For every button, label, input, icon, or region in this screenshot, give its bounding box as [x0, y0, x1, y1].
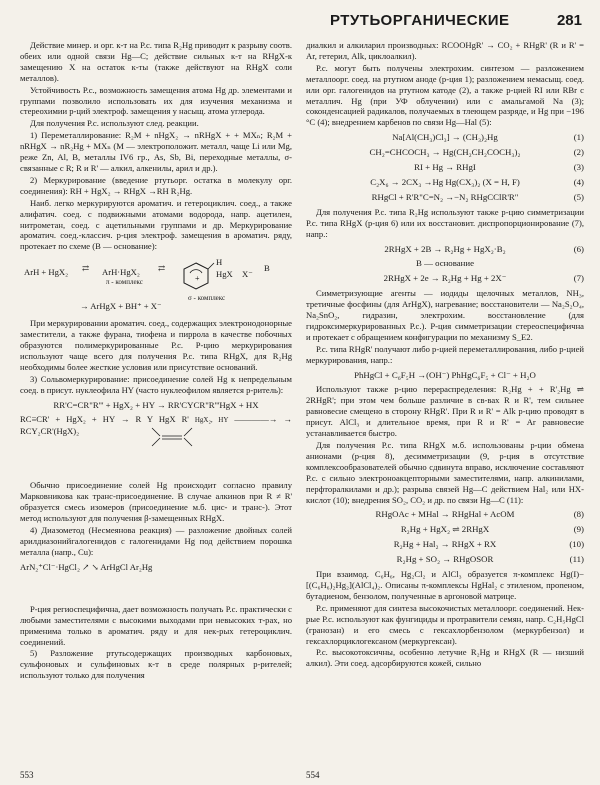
alkene-bond	[148, 424, 198, 450]
equation-text: R₂Hg + Hal₂ → RHgX + RX	[393, 539, 497, 550]
equation-2	[306, 147, 584, 158]
footer-right-page: 554	[306, 770, 320, 780]
equation-number: (4)	[573, 176, 584, 187]
arrow-reagent: HgX₂, HY	[194, 416, 229, 425]
equation-6-note: B — основание	[416, 258, 474, 269]
right-column	[306, 40, 584, 670]
equation-11	[306, 554, 584, 565]
substituent-r: R	[135, 414, 142, 425]
equation-5	[306, 192, 584, 203]
equation-number: (1)	[573, 132, 584, 143]
branch-arrow-bottom: ↘	[91, 561, 99, 572]
equation-8	[306, 509, 584, 520]
reaction-arrow: ————→	[234, 414, 278, 425]
page-number: 281	[556, 12, 582, 29]
branch-arrow-top: ↗	[82, 561, 90, 572]
paragraph: При взаимод. C₆H₆, Hg₂Cl₂ и AlCl₃ образуется π-комплекс Hg(I)−[(C₆H₆)₂Hg₂](AlCl₄)₂. Описаны π-комплексы HgHal₂ с этиленом, пропеном, бутадиеном, бензолом, полученные в аргоновой матрице.	[306, 569, 584, 601]
substituent-r-prime: R'	[181, 414, 189, 425]
paragraph: 4) Диазометод (Несмеянова реакция) — разложение двойных солей арилдиазонийгалогенидов с галогенидами Hg под действием порошка металла (напр., Cu):	[20, 525, 292, 557]
equation-number: (7)	[573, 273, 584, 284]
svg-text:+: +	[195, 274, 200, 284]
pi-complex-label: π - комплекс	[106, 278, 143, 287]
scheme-reactants: ArH + HgX₂	[24, 267, 69, 278]
alkyne-reactants: RC≡CR' + HgX₂ + HY →	[20, 414, 130, 425]
equation-number: (5)	[573, 191, 584, 202]
footer-left-page: 553	[20, 770, 34, 780]
equation-text: RI + Hg → RHgI	[414, 162, 476, 173]
paragraph: Р-ция региоспецифична, дает возможность получать Р.с. практически с любыми заместителями с высокими выходами при невысоких т-рах, но применима только в ароматич. ряду и для нек-рых гетероциклич. соединений.	[20, 603, 292, 647]
equation-6	[306, 244, 584, 255]
paragraph: 1) Переметаллирование: R₂M + nHgX₂ → nRHgX + + MXₙ; R₂M + nRHgX → nR₂Hg + MXₙ (M — электроположит. металл, чаще Li или Mg, реже Zn, Al, B, металлы IV6 гр., As, Sb, Bi, переходные металлы, σ-связанные с R; R и R' — алкил, алкенилы, арил и др.).	[20, 130, 292, 173]
equation-3	[306, 162, 584, 173]
pi-complex-formula: ArH·HgX₂	[102, 267, 140, 278]
sigma-complex-label: σ - комплекс	[188, 294, 226, 303]
paragraph: Р.с. типа RHgR' получают либо р-цией переметаллирования, либо р-цией меркурирования, напр.:	[306, 343, 584, 365]
paragraph: Р.с. высокотоксичны, особенно летучие R₂Hg и RHgX (R — низший алкил). Эти соед. адсорбируются кожей, сильно	[306, 647, 584, 669]
paragraph: 2) Меркурирование (введение ртутьорг. остатка в молекулу орг. соединения): RH + HgX₂ → RHgX →RH R₂Hg.	[20, 174, 292, 196]
equation-9	[306, 524, 584, 535]
paragraph: Наиб. легко меркурируются ароматич. и гетероциклич. соед., а также алифатич. соед. с подвижными атомами водорода, напр. ацетилен, нитрометан, соед. с ацетильными группами и др. Меркурирование ароматич. соед.-классич. р-ция электроф. замещения в ароматич. ряду, протекает по схеме (B — основание):	[20, 197, 292, 252]
paragraph: Используют также р-цию перераспределения: R₂Hg + + R'₂Hg ⇌ 2RHgR'; при этом чем больше различие в св-вах R и R', тем сильнее равновесие смещено в сторону RHgR'. При R и R' = Alk р-цию проводят в присут. AlCl₃ и длительное время, при R и R' = Ar равновесие устанавливается быстро.	[306, 384, 584, 439]
paragraph: диалкил и алкиларил производных: RCOOHgR' → CO₂ + RHgR' (R и R' = Ar, гетерил, Alk, циклоалкил).	[306, 40, 584, 61]
equation-text: R₂Hg + HgX₂ ⇌ 2RHgX	[400, 524, 490, 535]
alkyne-product: → RCY₂CR'(HgX)₂	[20, 414, 292, 437]
alkyne-scheme	[20, 414, 292, 476]
equation-text: CH₂=CHCOCH₃ → Hg(CH₂CH₂COCH₃)₂	[369, 147, 521, 158]
equation-number: (6)	[573, 243, 584, 254]
equation-7	[306, 273, 584, 284]
sigma-anion: X⁻	[242, 269, 253, 280]
paragraph: Р.с. могут быть получены электрохим. синтезом — разложением металлоорг. соед. на ртутном аноде (р-ция 1); разложением немасыщ. соед. или орг. галогенидов на ртутном катоде (2), а также р-цией RI или RBr с металлич. Hg (при УФ облучении) или с амальгамой Na (3); соконденсацией радикалов, получаемых в тлеющем разряде, и Hg при −196 °C (4); внедрением карбенов по связи Hg—Hal (5):	[306, 62, 584, 128]
sigma-h: H	[216, 257, 223, 268]
equation-number: (11)	[569, 554, 584, 565]
diazo-product-top: ArHgCl	[100, 561, 129, 572]
paragraph: Симметризующие агенты — иодиды щелочных металлов, NH₃, третичные фосфины (для ArHgX), нагревание; восстановители — Na₂S₂O₄, Na₂SnO₂, гидразин, электрохим. восстановление (для гидроксимеркурированных Р.с.). Р-ция симметризации стереоспецифична и протекает с обращением конфигурации по механизму S_E2.	[306, 288, 584, 342]
equation-text: 2RHgX + 2B → R₂Hg + HgX₂·B₂	[384, 243, 506, 254]
sigma-hgx: HgX	[216, 269, 233, 280]
equilibrium-arrow: ⇄	[158, 263, 166, 274]
paragraph: 3) Сольвомеркурирование: присоединение солей Hg к непредельным соед. в присут. нуклеофила HY (часто нуклеофилом является р-ритель):	[20, 373, 292, 395]
paragraph: Для получения Р.с. типа R₂Hg используют также р-цию симметризации Р.с. типа RHgX (р-ция 6) или их восстановит. диспропорционирование (7), напр.:	[306, 206, 584, 239]
substituent-hgx: HgX	[158, 414, 176, 425]
equation-text: R₂Hg + SO₂ → RHgOSOR	[396, 554, 494, 565]
equation-text: RHgOAc + MHal → RHgHal + AcOM	[375, 509, 515, 520]
equation-text: RHgCl + R'R"C=N₂ →−N₂ RHgCClR'R"	[371, 191, 519, 202]
running-title: РТУТЬОРГАНИЧЕСКИЕ	[330, 12, 510, 29]
scheme-products: → ArHgX + BH⁺ + X⁻	[80, 301, 162, 312]
diazo-reactant: ArN₂⁺Cl⁻·HgCl₂	[20, 561, 80, 572]
substituent-y: Y	[146, 414, 153, 425]
equation-text: 2RHgX + 2e → R₂Hg + Hg + 2X⁻	[383, 273, 507, 284]
left-column	[20, 40, 292, 682]
paragraph: Для получения Р.с. используют след. реакции.	[30, 118, 199, 129]
diazo-scheme	[20, 562, 292, 600]
equation-number: (2)	[573, 147, 584, 158]
equation-number: (9)	[573, 524, 584, 535]
paragraph: 5) Разложение ртутьсодержащих производных карбоновых, сульфоновых и сульфиновых к-т в среде полярных р-рителей; используют только для получения	[20, 648, 292, 681]
equation-transmetal: PhHgCl + C₆F₅H →(OH⁻) PhHgC₆F₅ + Cl⁻ + H₂O	[354, 369, 536, 380]
mercuration-scheme	[20, 257, 292, 313]
paragraph: Обычно присоединение солей Hg происходит согласно правилу Марковникова как транс-присоединение. В случае алкинов при R ≠ R' образуется смесь изомеров (присоединение м.б. цис- и транс-). Этот метод используют для получения β-замещенных RHgX.	[20, 480, 292, 524]
paragraph: Действие минер. и орг. к-т на Р.с. типа R₂Hg приводит к разрыву соотв. обеих или одной связи Hg—C; действие сильных к-т на RHgX-к замещению X на остаток к-ты (также действуют на RHgX соли металлов).	[20, 40, 292, 83]
equilibrium-arrow: ⇄	[82, 263, 90, 274]
equation-text: C₂X₆ → 2CX₃ →Hg Hg(CX₃)₂ (X = H, F)	[370, 176, 520, 187]
paragraph: Р.с. применяют для синтеза высокочистых металлоорг. соединений. Нек-рые Р.с. используют как фунгициды и протравители семян, напр. C₂H₅HgCl (гранозан) и его смесь с гексахлорбензолом (меркурбензол) и гексахлорциклогексаном (меркургексан).	[306, 602, 584, 646]
solvomercuration-equation: RR'C=CR"R''' + HgX₂ + HY → RR'CYCR"R'''HgX + HX	[53, 399, 259, 410]
paragraph: Для получения Р.с. типа RHgX м.б. использованы р-ции обмена анионами (р-ция 8), десимметризации (9, р-ция в отсутствие комплексообразователей обычно сдвинута вправо, исключение составляют Р.с. с сильно электроноакцепторными заместителями, напр. алкинилами, перфторалкилами и др.); разрыва связей Hg—C действием Hal₂ или HX-кислот (10); внедрения SO₂, CO₂ и др. по связи Hg—C (11):	[306, 440, 584, 505]
base-label: B	[264, 263, 270, 274]
paragraph: Устойчивость Р.с., возможность замещения атома Hg др. элементами и группами позволило использовать их для изучения механизма и стереохимии р-ций электроф. замещения у насыщ. атома углерода.	[20, 84, 292, 117]
page-header	[0, 12, 600, 34]
equation-number: (8)	[573, 509, 584, 520]
equation-number: (10)	[569, 539, 584, 550]
equation-number: (3)	[573, 162, 584, 173]
equation-10	[306, 539, 584, 550]
equation-text: Na[Al(CH₃)Cl₃] → (CH₃)₂Hg	[392, 132, 498, 143]
diazo-product-bottom: Ar₂Hg	[129, 561, 153, 572]
equation-1	[306, 132, 584, 143]
paragraph: При меркурировании ароматич. соед., содержащих электронодонорные заместители, а также фурана, тиофена и пиррола в качестве побочных образуются полимеркурированные Р.с. Р-цию меркурирования используют чаще всего для получения Р.с. типа RHgX, для R₂Hg необходимы более жесткие условия или присутствие оснований.	[20, 318, 292, 372]
equation-4	[306, 177, 584, 188]
